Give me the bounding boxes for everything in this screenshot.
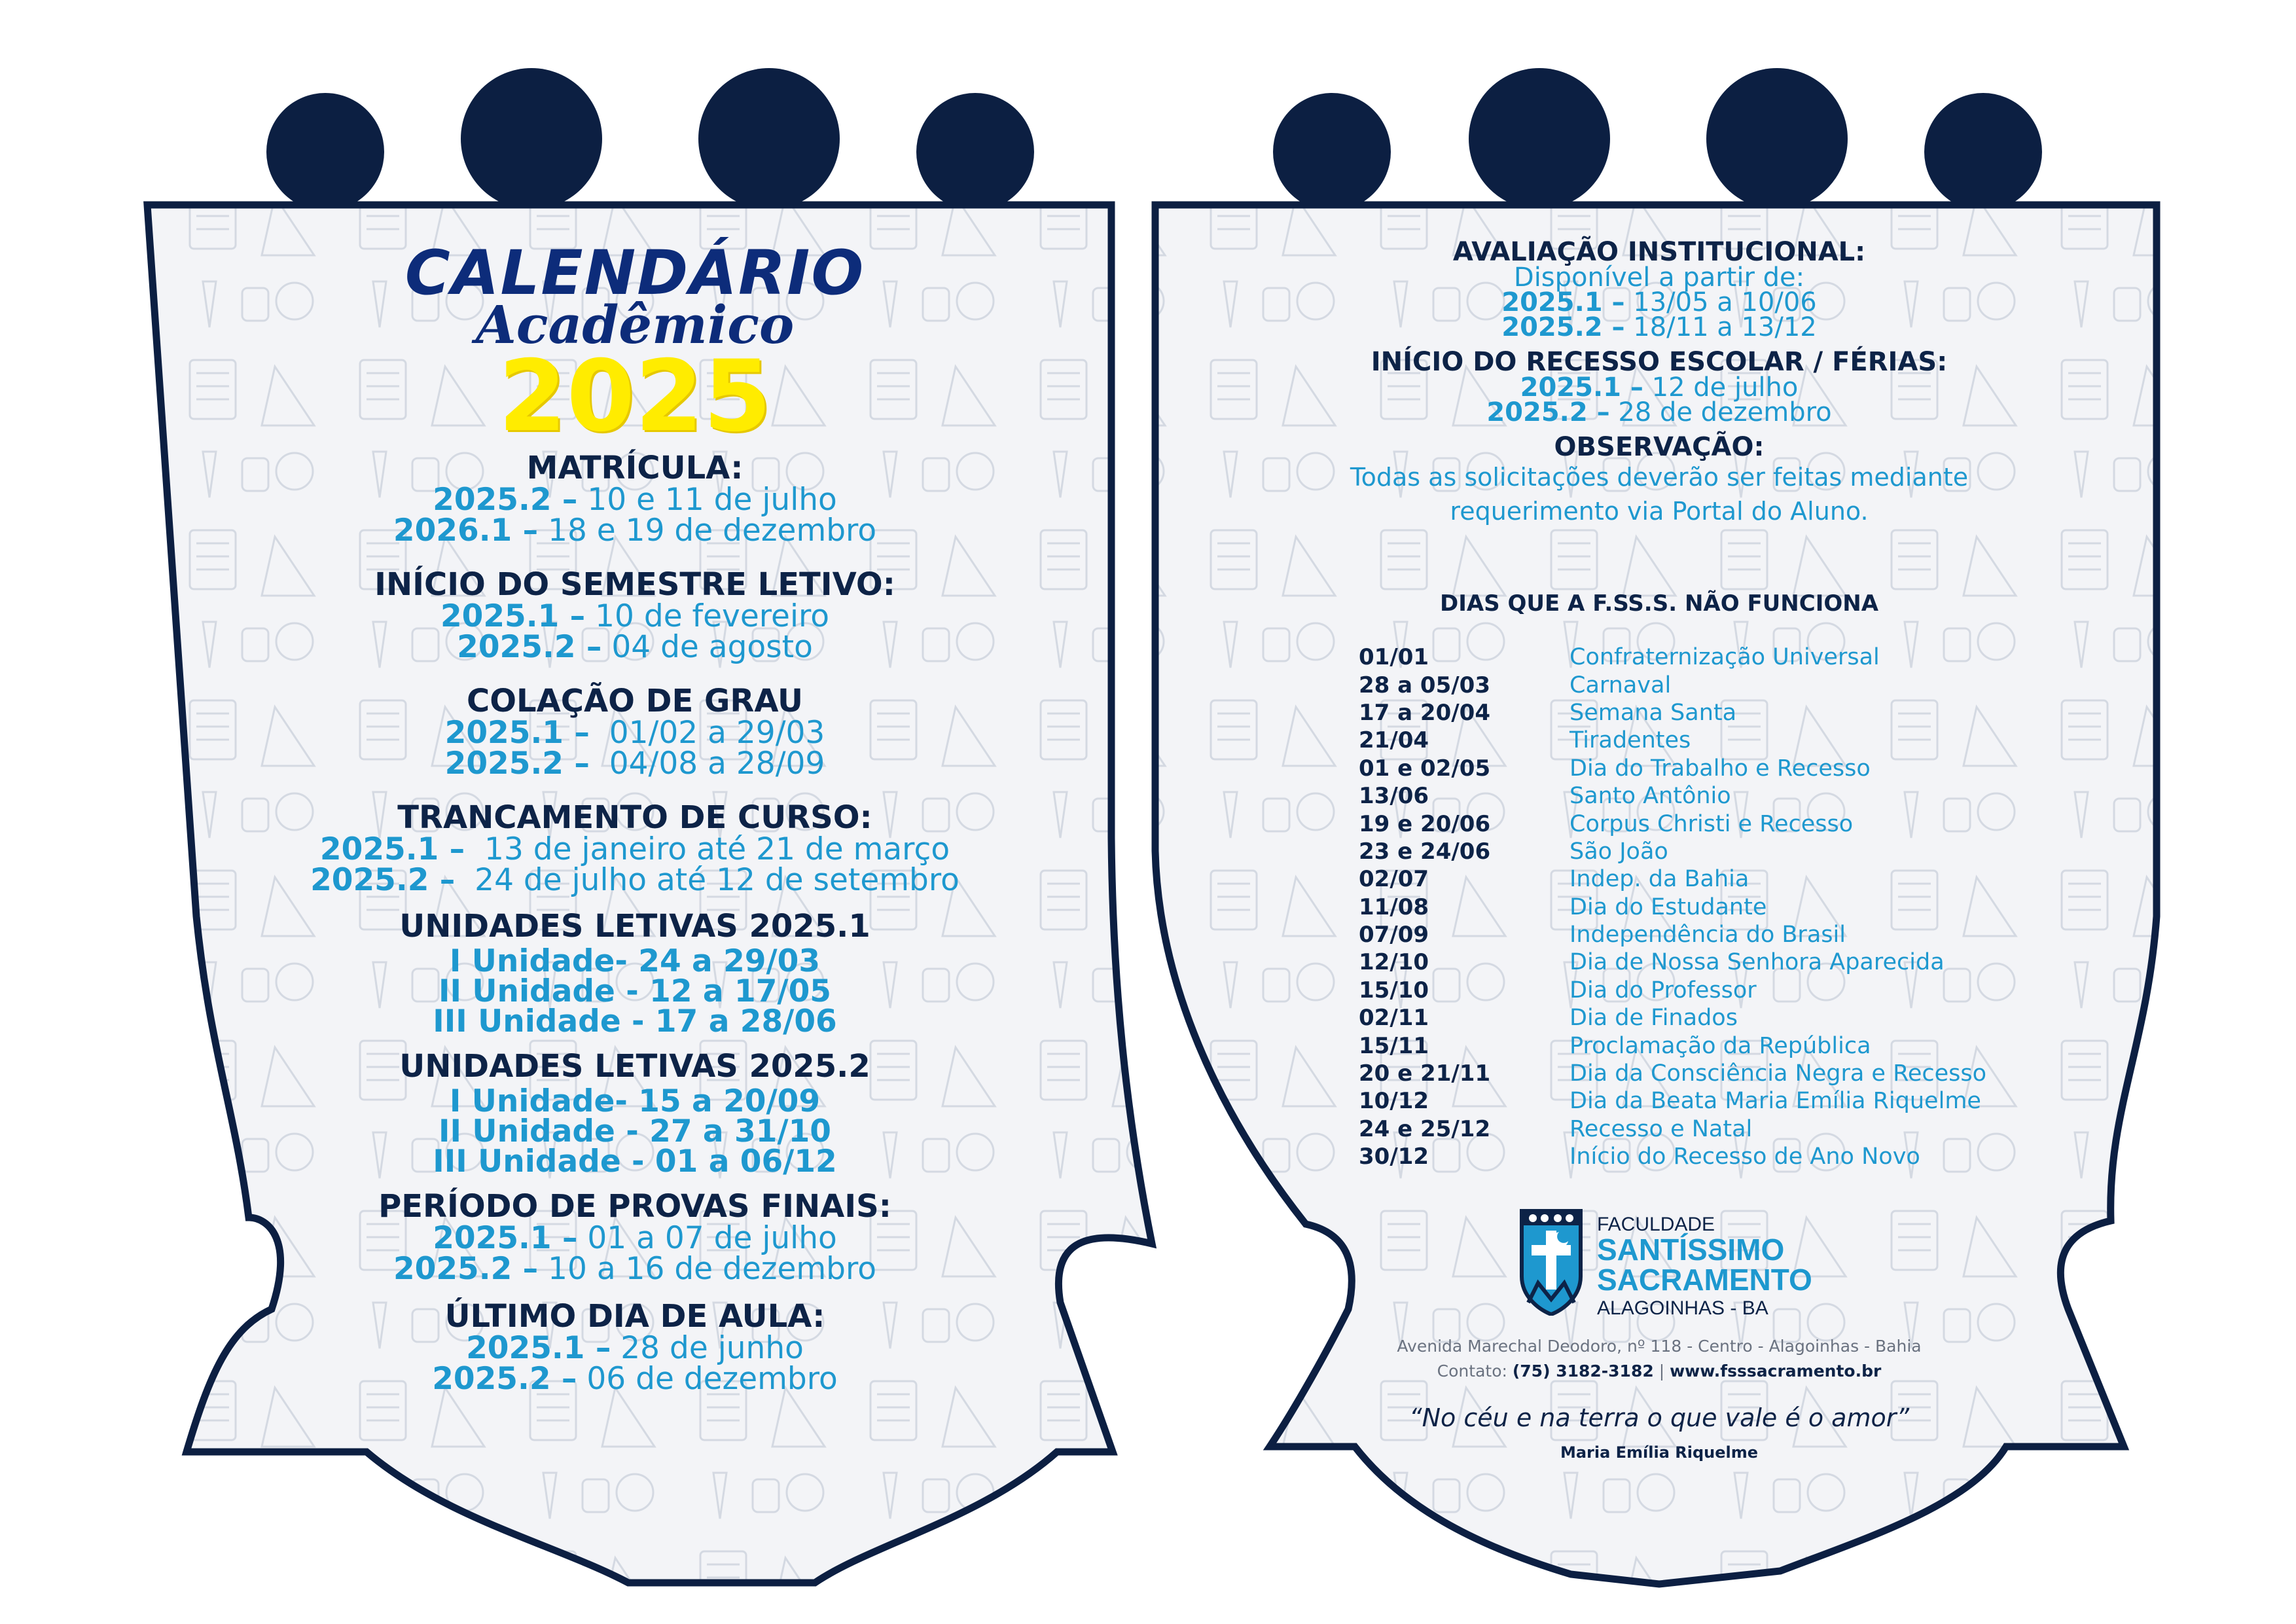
holiday-row [1359, 810, 2079, 837]
section-subtitle: Disponível a partir de: [1513, 262, 1805, 293]
contact-line: Contato: (75) 3182-3182 | www.fsssacramento.br [1437, 1362, 1882, 1380]
logo-name-1: SANTÍSSIMO [1597, 1233, 1785, 1267]
line-item: 2025.2 – 10 a 16 de dezembro [393, 1251, 877, 1287]
line-item: 2025.2 – 10 e 11 de julho [433, 482, 837, 518]
calendar-subtitle: Acadêmico [475, 294, 795, 355]
address-block [1263, 1334, 2055, 1384]
holiday-date: 15/10 [1359, 977, 1429, 1003]
holiday-name: Santo Antônio [1570, 783, 1731, 810]
holiday-row [1359, 838, 2079, 865]
section-heading: AVALIAÇÃO INSTITUCIONAL: [1452, 237, 1866, 267]
holiday-date: 12/10 [1359, 949, 1429, 976]
section-ultimo [249, 1298, 1021, 1397]
unit-item: III Unidade - 17 a 28/06 [433, 1003, 837, 1039]
observation-text: requerimento via Portal do Aluno. [1450, 497, 1869, 526]
holiday-name: Confraternização Universal [1570, 644, 1880, 671]
section-heading: COLAÇÃO DE GRAU [466, 683, 803, 719]
holiday-name: Carnaval [1570, 672, 1672, 698]
holiday-date: 28 a 05/03 [1359, 672, 1490, 698]
shield-logo-icon [1518, 1204, 1584, 1316]
section-recesso [1263, 349, 2055, 425]
holiday-name: Corpus Christi e Recesso [1570, 810, 1854, 837]
holiday-list [1359, 643, 2079, 1170]
unit-item: I Unidade- 15 a 20/09 [449, 1083, 821, 1119]
section-heading: MATRÍCULA: [526, 450, 744, 486]
section-inicio [249, 566, 1021, 665]
holiday-name: Tiradentes [1570, 727, 1691, 754]
holiday-name: Dia do Trabalho e Recesso [1570, 755, 1871, 782]
holiday-date: 07/09 [1359, 922, 1429, 948]
holiday-name: Proclamação da República [1570, 1032, 1871, 1059]
holiday-row [1359, 1004, 2079, 1032]
holiday-date: 10/12 [1359, 1088, 1429, 1115]
section-unidades-2025-2 [249, 1048, 1021, 1180]
holiday-row [1359, 893, 2079, 921]
holiday-date: 01/01 [1359, 644, 1429, 671]
line-item: 2025.2 – 04 de agosto [457, 629, 813, 665]
holiday-date: 24 e 25/12 [1359, 1115, 1491, 1142]
holiday-name: São João [1570, 838, 1668, 865]
section-provas [249, 1188, 1021, 1287]
unit-item: II Unidade - 12 a 17/05 [438, 973, 831, 1009]
holiday-date: 23 e 24/06 [1359, 838, 1491, 865]
holiday-row [1359, 643, 2079, 671]
holiday-date: 02/07 [1359, 866, 1429, 893]
holiday-row [1359, 1143, 2079, 1170]
line-item: 2025.1 – 13 de janeiro até 21 de março [319, 831, 950, 867]
line-item: 2026.1 – 18 e 19 de dezembro [393, 513, 877, 549]
holiday-date: 11/08 [1359, 893, 1429, 920]
observation-text: Todas as solicitações deverão ser feitas mediante [1350, 463, 1969, 492]
holiday-date: 15/11 [1359, 1032, 1429, 1059]
holiday-row [1359, 948, 2079, 976]
left-panel [249, 238, 1021, 1416]
holiday-row [1359, 865, 2079, 893]
closed-days-title: DIAS QUE A F.SS.S. NÃO FUNCIONA [1439, 590, 1879, 617]
holiday-date: 17 a 20/04 [1359, 699, 1490, 726]
line-item: 2025.2 – 24 de julho até 12 de setembro [310, 862, 960, 898]
line-item: 2025.2 – 04/08 a 28/09 [444, 746, 825, 782]
line-item: 2025.2 – 18/11 a 13/12 [1501, 312, 1817, 342]
section-heading: OBSERVAÇÃO: [1554, 432, 1765, 462]
line-item: 2025.2 – 06 de dezembro [432, 1361, 838, 1397]
holiday-row [1359, 1087, 2079, 1115]
holiday-name: Independência do Brasil [1570, 922, 1846, 948]
holiday-name: Dia de Nossa Senhora Aparecida [1570, 949, 1945, 976]
holiday-name: Recesso e Natal [1570, 1115, 1753, 1142]
line-item: 2025.1 – 28 de junho [466, 1330, 804, 1366]
section-avaliacao [1263, 239, 2055, 340]
section-unidades-2025-1 [249, 910, 1021, 1037]
section-observacao [1263, 434, 2055, 528]
holiday-row [1359, 1060, 2079, 1087]
section-colacao [249, 683, 1021, 782]
quote-author: Maria Emília Riquelme [1560, 1443, 1759, 1462]
section-heading: INÍCIO DO RECESSO ESCOLAR / FÉRIAS: [1371, 347, 1948, 377]
holiday-date: 19 e 20/06 [1359, 810, 1491, 837]
holiday-name: Início do Recesso de Ano Novo [1570, 1144, 1920, 1170]
section-heading: INÍCIO DO SEMESTRE LETIVO: [374, 566, 895, 603]
right-panel [1263, 239, 2055, 537]
holiday-date: 21/04 [1359, 727, 1429, 754]
line-item: 2025.1 – 01/02 a 29/03 [444, 715, 825, 751]
section-heading: UNIDADES LETIVAS 2025.2 [399, 1048, 870, 1085]
holiday-row [1359, 699, 2079, 727]
left-pennant-rings [266, 68, 2042, 211]
section-matricula [249, 450, 1021, 549]
holiday-name: Indep. da Bahia [1570, 866, 1749, 893]
logo-faculdade: FACULDADE [1597, 1214, 1715, 1235]
section-trancamento [249, 799, 1021, 898]
holiday-name: Dia do Professor [1570, 977, 1757, 1003]
line-item: 2025.1 – 01 a 07 de julho [433, 1220, 837, 1256]
line-item: 2025.1 – 10 de fevereiro [440, 598, 830, 634]
holiday-row [1359, 921, 2079, 948]
unit-item: III Unidade - 01 a 06/12 [433, 1144, 837, 1180]
phone-number: (75) 3182-3182 [1512, 1362, 1654, 1380]
holiday-row [1359, 1115, 2079, 1143]
logo-city: ALAGOINHAS - BA [1597, 1297, 1768, 1319]
holiday-row [1359, 755, 2079, 782]
line-item: 2025.2 – 28 de dezembro [1486, 397, 1832, 427]
faculty-logo [1518, 1204, 1812, 1322]
address-text: Avenida Marechal Deodoro, nº 118 - Centro - Alagoinhas - Bahia [1397, 1337, 1922, 1356]
holiday-name: Dia do Estudante [1570, 893, 1767, 920]
holiday-date: 30/12 [1359, 1144, 1429, 1170]
holiday-date: 02/11 [1359, 1005, 1429, 1032]
line-item: 2025.1 – 13/05 a 10/06 [1501, 287, 1817, 317]
holiday-name: Dia da Consciência Negra e Recesso [1570, 1060, 1987, 1087]
line-item: 2025.1 – 12 de julho [1520, 372, 1799, 403]
section-heading: TRANCAMENTO DE CURSO: [397, 799, 872, 836]
quote: “No céu e na terra o que vale é o amor” [1408, 1403, 1910, 1432]
section-heading: ÚLTIMO DIA DE AULA: [444, 1298, 825, 1335]
website-link[interactable]: www.fsssacramento.br [1670, 1362, 1882, 1380]
holiday-date: 13/06 [1359, 783, 1429, 810]
logo-name-2: SACRAMENTO [1597, 1263, 1812, 1297]
holiday-name: Semana Santa [1570, 699, 1737, 726]
holiday-date: 01 e 02/05 [1359, 755, 1491, 782]
holiday-name: Dia da Beata Maria Emília Riquelme [1570, 1088, 1981, 1115]
holiday-row [1359, 671, 2079, 698]
holiday-row [1359, 1032, 2079, 1059]
holiday-row [1359, 727, 2079, 754]
section-heading: PERÍODO DE PROVAS FINAIS: [378, 1188, 891, 1225]
holiday-row [1359, 977, 2079, 1004]
calendar-title: CALENDÁRIO [404, 238, 865, 309]
holiday-name: Dia de Finados [1570, 1005, 1738, 1032]
unit-item: II Unidade - 27 a 31/10 [438, 1113, 831, 1149]
unit-item: I Unidade- 24 a 29/03 [449, 943, 821, 979]
holiday-date: 20 e 21/11 [1359, 1060, 1491, 1087]
section-heading: UNIDADES LETIVAS 2025.1 [399, 908, 870, 945]
holiday-row [1359, 782, 2079, 810]
calendar-year: 2025 [498, 340, 772, 454]
